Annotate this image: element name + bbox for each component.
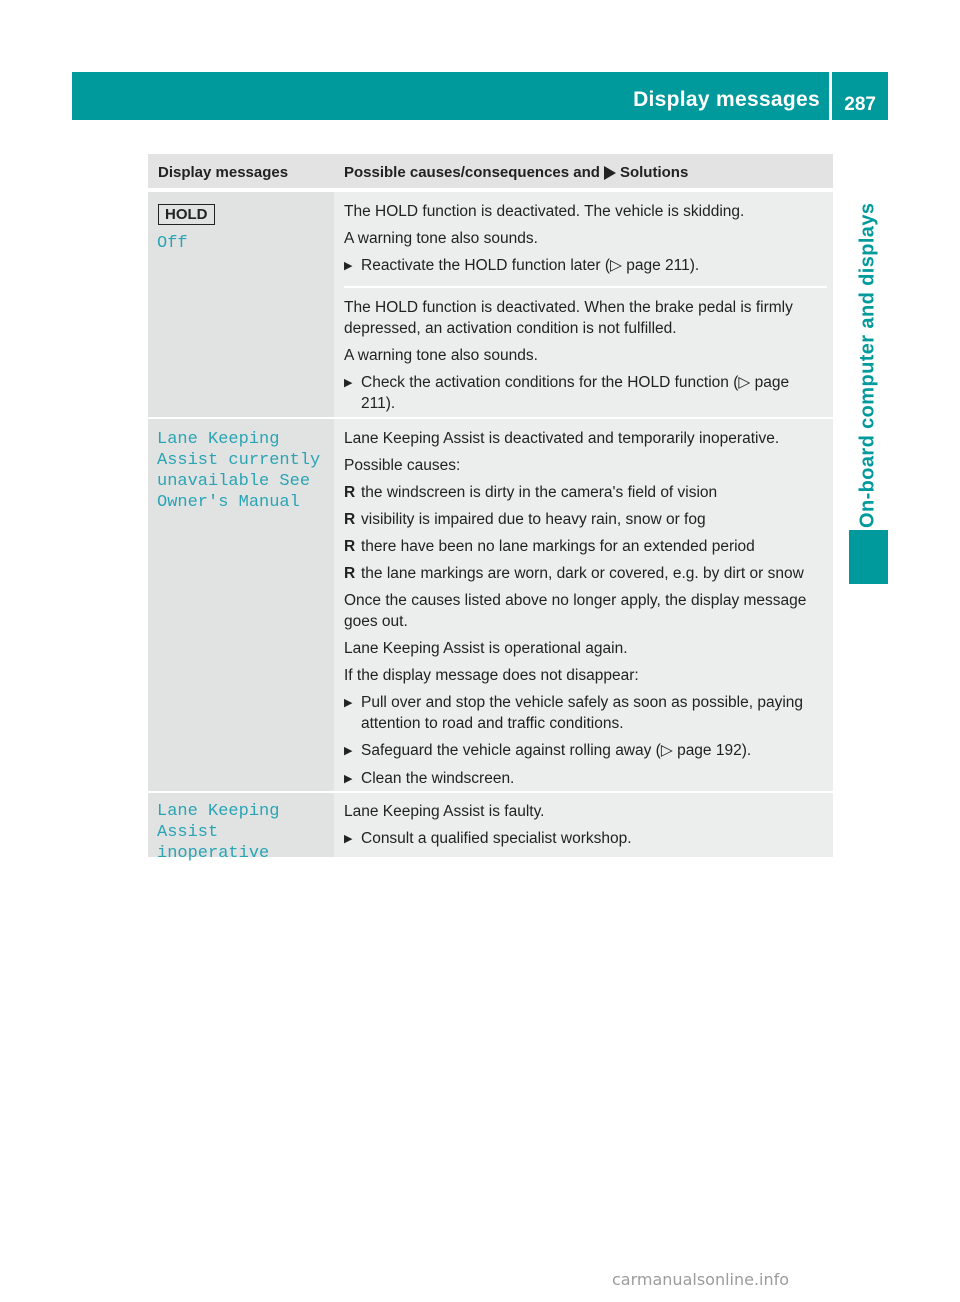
action-arrow-icon: ▶ — [344, 377, 353, 389]
cause-bullet-text: there have been no lane markings for an extended period — [361, 538, 755, 555]
action-step — [344, 828, 827, 850]
cause-bullet — [344, 536, 827, 557]
display-messages-table — [148, 154, 833, 863]
cause-block — [344, 419, 827, 810]
cause-text: A warning tone also sounds. — [344, 347, 538, 364]
cause-bullet-text: the windscreen is dirty in the camera's field of vision — [361, 484, 718, 501]
action-step-text: Pull over and stop the vehicle safely as soon as possible, paying attention to road and traffic conditions. — [361, 694, 804, 732]
cause-text: Lane Keeping Assist is deactivated and temporarily inoperative. — [344, 430, 780, 447]
cause-text: Lane Keeping Assist is operational again. — [344, 640, 628, 657]
cause-bullet-text: the lane markings are worn, dark or covered, e.g. by dirt or snow — [361, 565, 804, 582]
bullet-r-icon: R — [344, 484, 356, 501]
action-step — [344, 740, 827, 762]
table-row — [148, 190, 833, 417]
header-divider — [829, 72, 832, 120]
action-step-text: Safeguard the vehicle against rolling away (▷ page 192). — [361, 742, 752, 759]
cause-text: Lane Keeping Assist is faulty. — [344, 803, 545, 820]
action-arrow-icon: ▶ — [344, 833, 353, 845]
hold-indicator-icon: HOLD — [158, 204, 215, 225]
cause-text: A warning tone also sounds. — [344, 230, 538, 247]
cause-block — [344, 288, 827, 434]
action-step — [344, 255, 827, 277]
chapter-tab-marker — [849, 530, 888, 584]
column-header-solutions-text: Possible causes/consequences and — [344, 164, 600, 181]
cause-bullet — [344, 482, 827, 503]
column-header-messages: Display messages — [158, 164, 289, 181]
action-step — [344, 372, 827, 414]
bullet-r-icon: R — [344, 538, 356, 555]
page-number: 287 — [844, 94, 876, 115]
cause-text: Once the causes listed above no longer apply, the display message goes out. — [344, 592, 807, 630]
action-step-text: Consult a qualified specialist workshop. — [361, 830, 632, 847]
cause-text: The HOLD function is deactivated. When the brake pedal is firmly depressed, an activation condition is not fulfilled. — [344, 299, 793, 337]
action-step-text: Check the activation conditions for the HOLD function (▷ page 211). — [361, 374, 790, 412]
column-header-solutions — [344, 164, 688, 181]
bullet-r-icon: R — [344, 565, 356, 582]
display-message-text: Lane Keeping Assist currently unavailable See Owner's Manual — [157, 430, 321, 512]
solutions-cell — [334, 793, 833, 857]
action-arrow-icon: ▶ — [344, 260, 353, 272]
play-arrow-icon — [604, 166, 616, 180]
cause-bullet-text: visibility is impaired due to heavy rain, snow or fog — [361, 511, 706, 528]
bullet-r-icon: R — [344, 511, 356, 528]
solutions-cell — [334, 419, 833, 791]
table-row — [148, 417, 833, 791]
message-cell — [148, 793, 334, 863]
causes-label: Possible causes: — [344, 457, 461, 474]
cause-block — [344, 793, 827, 870]
action-step-text: Reactivate the HOLD function later (▷ page 211). — [361, 257, 700, 274]
message-cell — [148, 419, 334, 791]
action-step — [344, 692, 827, 734]
display-message-text: Off — [157, 234, 188, 253]
cause-text: The HOLD function is deactivated. The vehicle is skidding. — [344, 203, 745, 220]
table-row — [148, 791, 833, 863]
page-header-bar — [72, 72, 888, 120]
table-header — [148, 154, 833, 190]
cause-bullet — [344, 563, 827, 584]
column-header-solutions-label: Solutions — [619, 164, 689, 181]
chapter-tab-label: On-board computer and displays — [856, 202, 879, 528]
action-arrow-icon: ▶ — [344, 697, 353, 709]
solutions-cell — [334, 192, 833, 417]
cause-block — [344, 192, 827, 288]
cause-text: If the display message does not disappear: — [344, 667, 639, 684]
message-cell — [148, 192, 334, 417]
action-step — [344, 768, 827, 790]
section-title: Display messages — [633, 88, 820, 111]
action-arrow-icon: ▶ — [344, 773, 353, 785]
action-step-text: Clean the windscreen. — [361, 770, 515, 787]
action-arrow-icon: ▶ — [344, 745, 353, 757]
watermark: carmanualsonline.info — [612, 1270, 790, 1289]
display-message-text: Lane Keeping Assist inoperative — [157, 802, 280, 863]
cause-bullet — [344, 509, 827, 530]
